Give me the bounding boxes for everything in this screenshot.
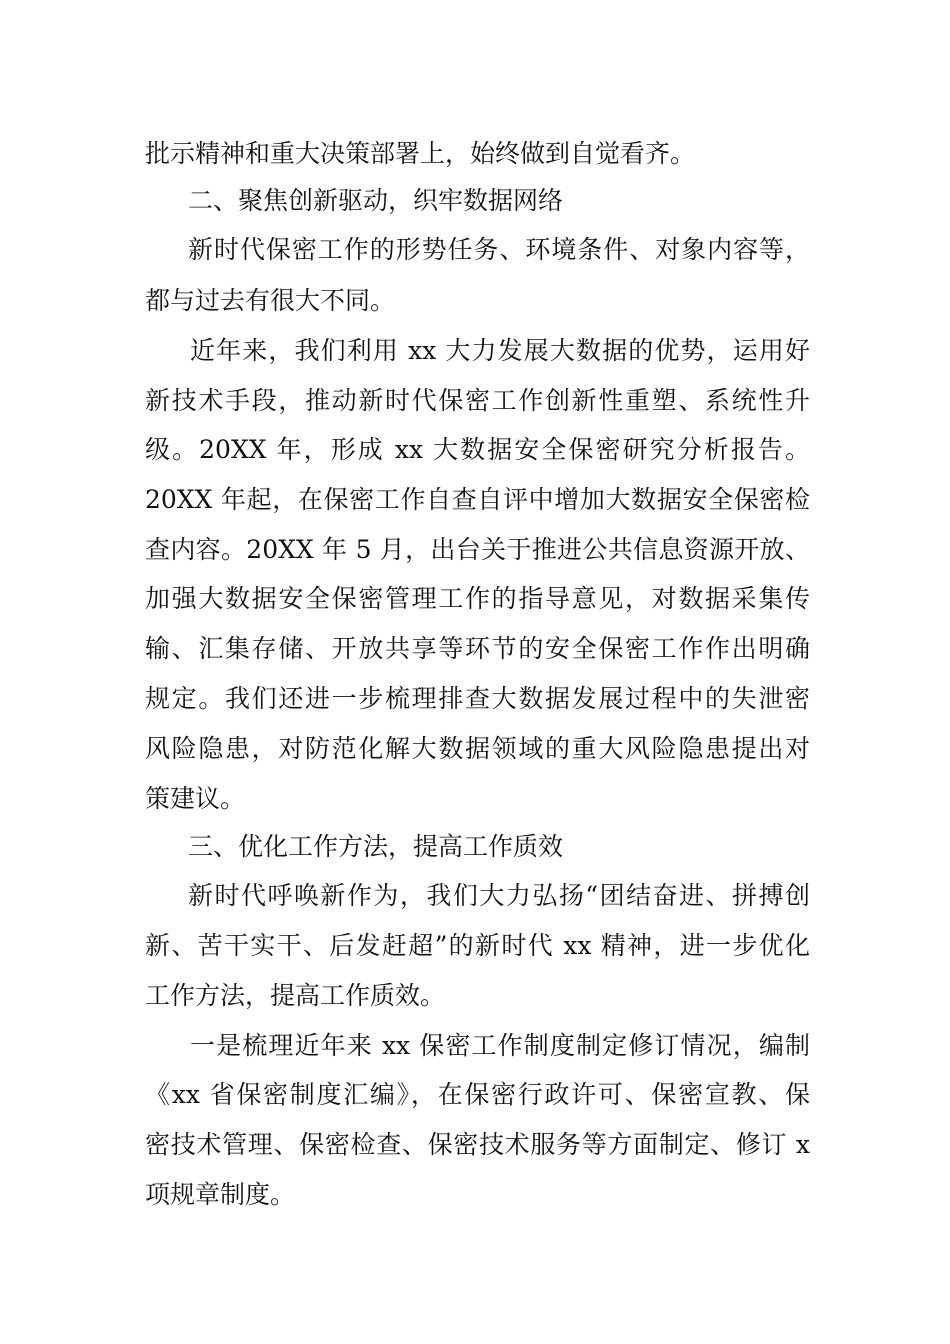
text-line: 策建议。 xyxy=(145,784,246,813)
section-heading: 二、聚焦创新驱动，织牢数据网络 xyxy=(188,186,564,215)
text-line: 批示精神和重大决策部署上，始终做到自觉看齐。 xyxy=(145,139,696,168)
text-line: 都与过去有很大不同。 xyxy=(145,286,396,315)
text-line: 《xx 省保密制度汇编》，在保密行政许可、保密宣教、保 xyxy=(145,1080,810,1109)
text-line: 项规章制度。 xyxy=(145,1180,296,1209)
text-line: 工作方法，提高工作质效。 xyxy=(145,981,446,1010)
text-line: 风险隐患，对防范化解大数据领域的重大风险隐患提出对 xyxy=(145,734,810,763)
text-line: 新、苦干实干、后发赶超”的新时代 xx 精神，进一步优化 xyxy=(145,931,810,960)
text-line: 密技术管理、保密检查、保密技术服务等方面制定、修订 x xyxy=(145,1130,810,1159)
text-line: 新时代呼唤新作为，我们大力弘扬“团结奋进、拼搏创 xyxy=(188,881,810,910)
text-line: 新时代保密工作的形势任务、环境条件、对象内容等， xyxy=(188,235,810,264)
text-line: 新技术手段，推动新时代保密工作创新性重塑、系统性升 xyxy=(145,386,810,415)
text-line: 查内容。20XX 年 5 月，出台关于推进公共信息资源开放、 xyxy=(145,535,810,564)
text-line: 20XX 年起，在保密工作自查自评中增加大数据安全保密检 xyxy=(145,485,810,514)
text-line: 近年来，我们利用 xx 大力发展大数据的优势，运用好 xyxy=(190,336,810,365)
text-line: 加强大数据安全保密管理工作的指导意见，对数据采集传 xyxy=(145,584,810,613)
text-line: 级。20XX 年，形成 xx 大数据安全保密研究分析报告。 xyxy=(145,435,810,464)
text-line: 一是梳理近年来 xx 保密工作制度制定修订情况，编制 xyxy=(190,1031,810,1060)
text-line: 规定。我们还进一步梳理排查大数据发展过程中的失泄密 xyxy=(145,684,810,713)
text-line: 输、汇集存储、开放共享等环节的安全保密工作作出明确 xyxy=(145,634,810,663)
section-heading: 三、优化工作方法，提高工作质效 xyxy=(188,832,564,861)
